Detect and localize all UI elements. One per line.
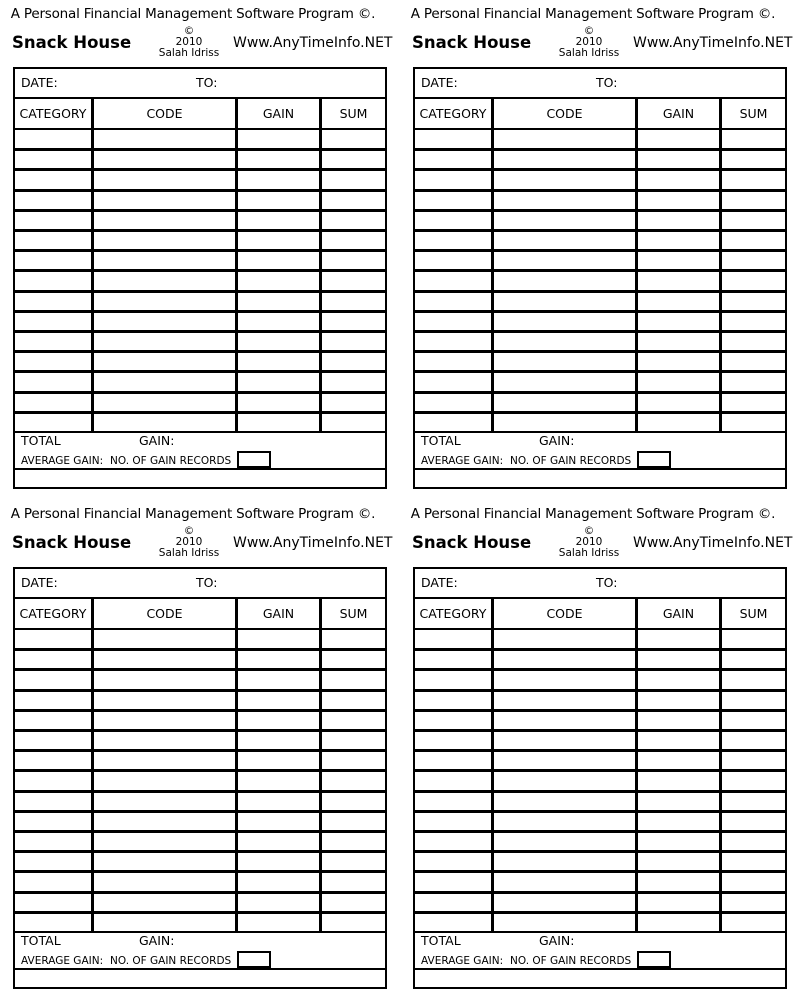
table-row-line xyxy=(415,810,785,813)
divider-line xyxy=(415,968,785,970)
table-row-line xyxy=(15,810,385,813)
divider-line xyxy=(415,468,785,470)
table-row-line xyxy=(415,431,785,433)
gain-records-label: NO. OF GAIN RECORDS xyxy=(510,955,632,967)
table-row-line xyxy=(415,370,785,373)
table-row-line xyxy=(15,931,385,933)
date-label: DATE: xyxy=(421,575,458,590)
table-row-line xyxy=(15,189,385,192)
table-row-line xyxy=(15,689,385,692)
table-row-line xyxy=(15,431,385,433)
column-header-category: CATEGORY xyxy=(19,606,87,621)
copyright-icon: © xyxy=(183,25,195,37)
gain-records-label: NO. OF GAIN RECORDS xyxy=(110,955,232,967)
column-header-category: CATEGORY xyxy=(19,106,87,121)
table-row-line xyxy=(415,911,785,914)
copyright-year: 2010 xyxy=(175,36,203,48)
tagline: A Personal Financial Management Software Program ©. xyxy=(10,506,376,522)
author-name: Salah Idriss xyxy=(158,47,220,59)
column-header-sum: SUM xyxy=(339,106,368,121)
table-row-line xyxy=(15,249,385,252)
column-header-gain: GAIN xyxy=(662,606,695,621)
table-row-line xyxy=(415,209,785,212)
column-divider xyxy=(235,597,238,931)
to-label: TO: xyxy=(196,575,218,590)
average-gain-label: AVERAGE GAIN: xyxy=(421,955,504,967)
table-row-line xyxy=(15,350,385,353)
gain-records-label: NO. OF GAIN RECORDS xyxy=(110,455,232,467)
column-header-category: CATEGORY xyxy=(419,106,487,121)
table-row-line xyxy=(15,891,385,894)
expense-sheet-bottom-right xyxy=(400,500,800,1000)
gain-records-count-box[interactable] xyxy=(637,451,671,468)
website-label: Www.AnyTimeInfo.NET xyxy=(633,535,793,551)
tagline: A Personal Financial Management Software Program ©. xyxy=(410,506,776,522)
gain-label: GAIN: xyxy=(139,933,175,948)
copyright-block xyxy=(150,26,228,59)
ledger-form xyxy=(413,567,787,989)
total-label: TOTAL xyxy=(421,933,461,948)
copyright-year: 2010 xyxy=(575,536,603,548)
table-row-line xyxy=(415,689,785,692)
store-name: Snack House xyxy=(412,33,532,52)
table-row-line xyxy=(15,628,385,630)
gain-records-count-box[interactable] xyxy=(637,951,671,968)
table-row-line xyxy=(15,269,385,272)
column-header-code: CODE xyxy=(146,606,183,621)
table-row-line xyxy=(15,310,385,313)
table-row-line xyxy=(415,931,785,933)
column-divider xyxy=(319,597,322,931)
copyright-icon: © xyxy=(583,25,595,37)
table-row-line xyxy=(415,350,785,353)
date-label: DATE: xyxy=(21,75,58,90)
table-row-line xyxy=(415,249,785,252)
table-row-line xyxy=(415,729,785,732)
gain-label: GAIN: xyxy=(539,433,575,448)
copyright-icon: © xyxy=(583,525,595,537)
table-row-line xyxy=(415,310,785,313)
table-row-line xyxy=(415,709,785,712)
tagline: A Personal Financial Management Software Program ©. xyxy=(410,6,776,22)
website-label: Www.AnyTimeInfo.NET xyxy=(633,35,793,51)
date-label: DATE: xyxy=(21,575,58,590)
table-row-line xyxy=(15,229,385,232)
column-divider xyxy=(91,97,94,431)
column-header-sum: SUM xyxy=(739,106,768,121)
table-row-line xyxy=(415,148,785,151)
column-divider xyxy=(719,97,722,431)
table-row-line xyxy=(15,330,385,333)
table-row-line xyxy=(415,269,785,272)
table-row-line xyxy=(15,709,385,712)
copyright-block xyxy=(150,526,228,559)
table-row-line xyxy=(415,411,785,414)
expense-sheet-bottom-left xyxy=(0,500,400,1000)
website-label: Www.AnyTimeInfo.NET xyxy=(233,535,393,551)
gain-records-count-box[interactable] xyxy=(237,451,271,468)
column-header-sum: SUM xyxy=(339,606,368,621)
gain-records-count-box[interactable] xyxy=(237,951,271,968)
column-divider xyxy=(635,97,638,431)
copyright-year: 2010 xyxy=(575,36,603,48)
table-row-line xyxy=(15,668,385,671)
table-row-line xyxy=(15,850,385,853)
average-gain-label: AVERAGE GAIN: xyxy=(21,955,104,967)
total-label: TOTAL xyxy=(21,933,61,948)
column-header-code: CODE xyxy=(546,106,583,121)
column-header-sum: SUM xyxy=(739,606,768,621)
column-divider xyxy=(719,597,722,931)
table-row-line xyxy=(415,391,785,394)
table-row-line xyxy=(415,648,785,651)
ledger-form xyxy=(13,67,387,489)
author-name: Salah Idriss xyxy=(158,547,220,559)
table-row-line xyxy=(15,168,385,171)
table-row-line xyxy=(15,830,385,833)
table-row-line xyxy=(415,128,785,130)
store-name: Snack House xyxy=(12,533,132,552)
column-divider xyxy=(235,97,238,431)
gain-label: GAIN: xyxy=(139,433,175,448)
table-row-line xyxy=(15,209,385,212)
table-row-line xyxy=(15,790,385,793)
table-row-line xyxy=(15,648,385,651)
author-name: Salah Idriss xyxy=(558,47,620,59)
divider-line xyxy=(15,968,385,970)
tagline: A Personal Financial Management Software Program ©. xyxy=(10,6,376,22)
column-header-code: CODE xyxy=(546,606,583,621)
table-row-line xyxy=(415,790,785,793)
table-row-line xyxy=(415,168,785,171)
expense-sheet-top-left xyxy=(0,0,400,500)
table-row-line xyxy=(15,148,385,151)
table-row-line xyxy=(415,830,785,833)
copyright-year: 2010 xyxy=(175,536,203,548)
store-name: Snack House xyxy=(412,533,532,552)
to-label: TO: xyxy=(596,75,618,90)
table-row-line xyxy=(15,411,385,414)
store-name: Snack House xyxy=(12,33,132,52)
table-row-line xyxy=(415,290,785,293)
gain-label: GAIN: xyxy=(539,933,575,948)
column-divider xyxy=(491,597,494,931)
author-name: Salah Idriss xyxy=(558,547,620,559)
column-divider xyxy=(91,597,94,931)
expense-sheet-top-right xyxy=(400,0,800,500)
table-row-line xyxy=(15,870,385,873)
table-row-line xyxy=(15,128,385,130)
column-divider xyxy=(635,597,638,931)
table-row-line xyxy=(15,769,385,772)
average-gain-label: AVERAGE GAIN: xyxy=(421,455,504,467)
table-row-line xyxy=(15,749,385,752)
table-row-line xyxy=(15,370,385,373)
copyright-block xyxy=(550,26,628,59)
column-header-category: CATEGORY xyxy=(419,606,487,621)
date-label: DATE: xyxy=(421,75,458,90)
gain-records-label: NO. OF GAIN RECORDS xyxy=(510,455,632,467)
table-row-line xyxy=(15,729,385,732)
to-label: TO: xyxy=(596,575,618,590)
table-row-line xyxy=(15,290,385,293)
table-row-line xyxy=(415,330,785,333)
table-row-line xyxy=(415,668,785,671)
column-header-gain: GAIN xyxy=(662,106,695,121)
ledger-form xyxy=(413,67,787,489)
table-row-line xyxy=(415,749,785,752)
table-row-line xyxy=(415,189,785,192)
copyright-block xyxy=(550,526,628,559)
table-row-line xyxy=(415,769,785,772)
copyright-icon: © xyxy=(183,525,195,537)
total-label: TOTAL xyxy=(421,433,461,448)
table-row-line xyxy=(15,391,385,394)
website-label: Www.AnyTimeInfo.NET xyxy=(233,35,393,51)
table-row-line xyxy=(415,870,785,873)
total-label: TOTAL xyxy=(21,433,61,448)
table-row-line xyxy=(415,628,785,630)
ledger-form xyxy=(13,567,387,989)
column-header-gain: GAIN xyxy=(262,106,295,121)
to-label: TO: xyxy=(196,75,218,90)
table-row-line xyxy=(415,229,785,232)
column-divider xyxy=(491,97,494,431)
divider-line xyxy=(15,468,385,470)
column-header-gain: GAIN xyxy=(262,606,295,621)
column-divider xyxy=(319,97,322,431)
table-row-line xyxy=(415,891,785,894)
column-header-code: CODE xyxy=(146,106,183,121)
average-gain-label: AVERAGE GAIN: xyxy=(21,455,104,467)
table-row-line xyxy=(15,911,385,914)
table-row-line xyxy=(415,850,785,853)
